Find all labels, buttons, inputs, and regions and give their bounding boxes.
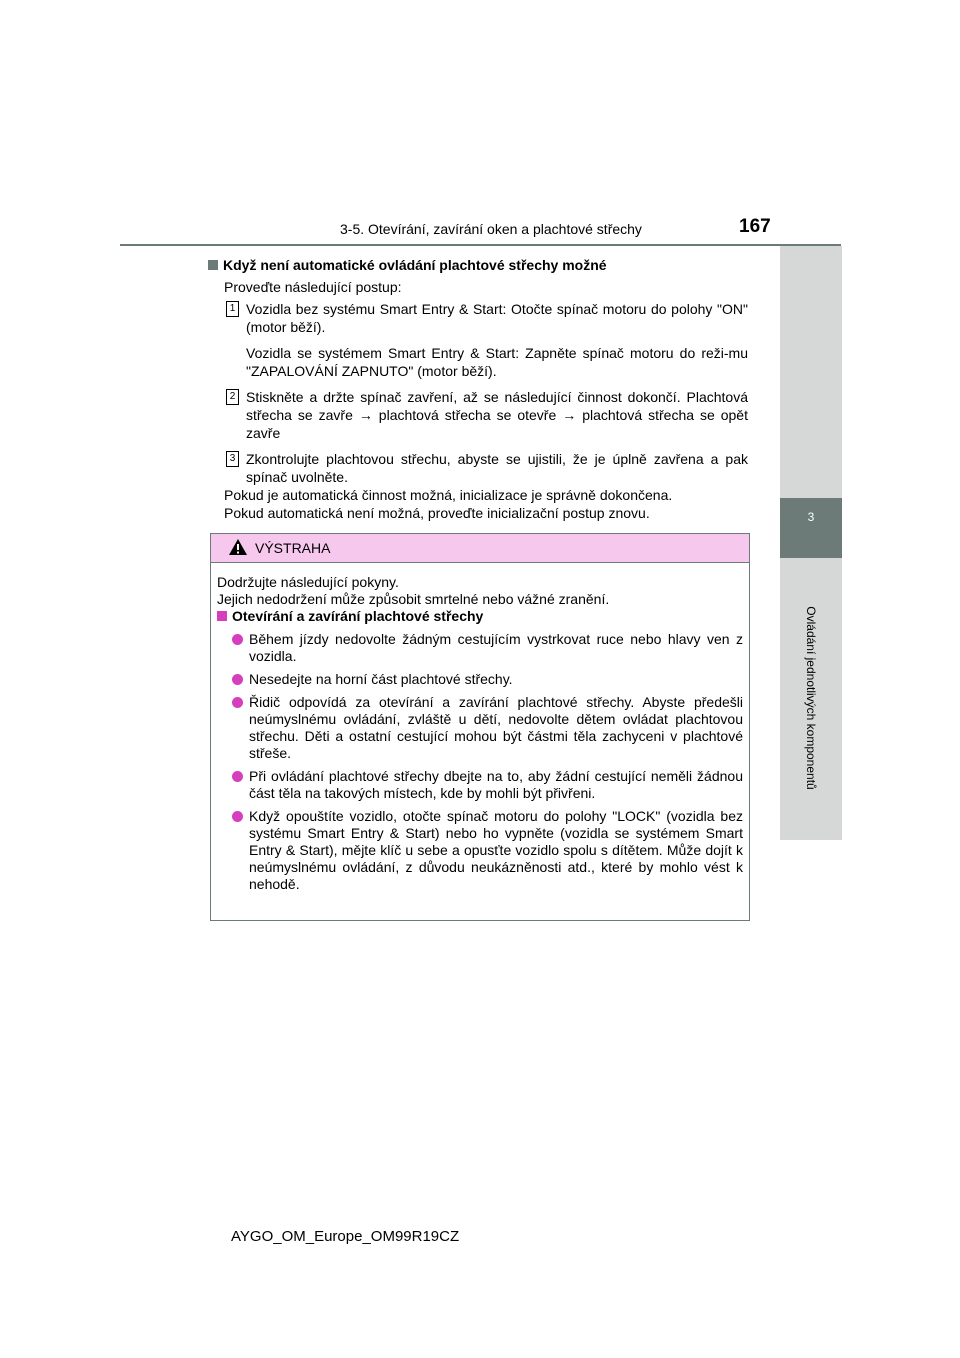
step-text: Stiskněte a držte spínač zavření, až se následující činnost dokončí. Plachtová střecha se zavře → plachtová střecha se otevře → plachtová střecha se opět zavře: [246, 389, 748, 441]
main-content: [208, 256, 748, 522]
warning-intro-2: Jejich nedodržení může způsobit smrtelné nebo vážné zranění.: [217, 591, 610, 607]
result-note-2: Pokud automatická není možná, proveďte inicializační postup znovu.: [224, 505, 650, 521]
warning-box: [210, 533, 750, 921]
warning-triangle-icon: [228, 538, 248, 556]
bullet-dot-icon: [232, 674, 243, 685]
bullet-dot-icon: [232, 634, 243, 645]
page-number: 167: [739, 216, 771, 237]
chapter-tab: [780, 498, 842, 558]
warning-bullet: Řidič odpovídá za otevírání a zavírání plachtové střechy. Abyste předešli neúmyslnému ovládání, zvláště u dětí, nedovolte dětem ovládat plachtovou střechu. Děti a ostatní cestující mohou být částmi těla zachyceni v plachtové střeše.: [217, 694, 743, 762]
warning-intro-1: Dodržujte následující pokyny.: [217, 574, 399, 590]
bullet-dot-icon: [232, 697, 243, 708]
warning-bullet: Když opouštíte vozidlo, otočte spínač motoru do polohy "LOCK" (vozidla bez systému Smart Entry & Start) nebo ho vypněte (vozidla se systémem Smart Entry & Start), mějte klíč u sebe a opusťte vozidlo spolu s dítětem. Může dojít k neúmyslnému ovládání, z důvodu neukázněnosti atd., které by mohlo vést k nehodě.: [217, 808, 743, 893]
step-1-extra: Vozidla se systémem Smart Entry & Start: Zapněte spínač motoru do reži-mu "ZAPALOVÁNÍ ZAPNUTO" (motor běží).: [246, 345, 748, 379]
step-text: Zkontrolujte plachtovou střechu, abyste se ujistili, že je úplně zavřena a pak spínač uvolněte.: [246, 451, 748, 485]
result-note-1: Pokud je automatická činnost možná, inicializace je správně dokončena.: [224, 487, 673, 503]
warning-body: [211, 563, 749, 893]
step-3: [208, 450, 748, 486]
header-divider: [120, 244, 841, 246]
bullet-dot-icon: [232, 811, 243, 822]
chapter-title: Ovládání jednotlivých komponentů: [804, 606, 818, 790]
square-bullet-icon: [217, 611, 227, 621]
step-number-box: 2: [226, 389, 239, 405]
step-text: Vozidla bez systému Smart Entry & Start: Otočte spínač motoru do polohy "ON" (motor běží).: [246, 301, 748, 335]
warning-title: VÝSTRAHA: [255, 540, 331, 556]
warning-header: [211, 534, 749, 563]
side-tab-upper: [780, 246, 842, 498]
document-code: AYGO_OM_Europe_OM99R19CZ: [231, 1228, 460, 1245]
warning-bullet: Během jízdy nedovolte žádným cestujícím vystrkovat ruce nebo hlavy ven z vozidla.: [217, 631, 743, 665]
section-intro: Proveďte následující postup:: [224, 279, 402, 295]
square-bullet-icon: [208, 260, 218, 270]
section-heading: Když není automatické ovládání plachtové střechy možné: [208, 256, 748, 274]
step-number-box: 1: [226, 301, 239, 317]
warning-subheading: Otevírání a zavírání plachtové střechy: [217, 608, 743, 625]
step-number-box: 3: [226, 451, 239, 467]
bullet-dot-icon: [232, 771, 243, 782]
section-title: 3-5. Otevírání, zavírání oken a plachtové střechy: [340, 221, 642, 237]
warning-bullet: Nesedejte na horní část plachtové střechy.: [217, 671, 743, 688]
step-2: [208, 388, 748, 442]
chapter-number: 3: [807, 510, 815, 524]
step-1: [208, 300, 748, 336]
warning-bullet: Při ovládání plachtové střechy dbejte na to, aby žádní cestující neměli žádnou část těla na takových místech, kde by mohli být přivřeni.: [217, 768, 743, 802]
